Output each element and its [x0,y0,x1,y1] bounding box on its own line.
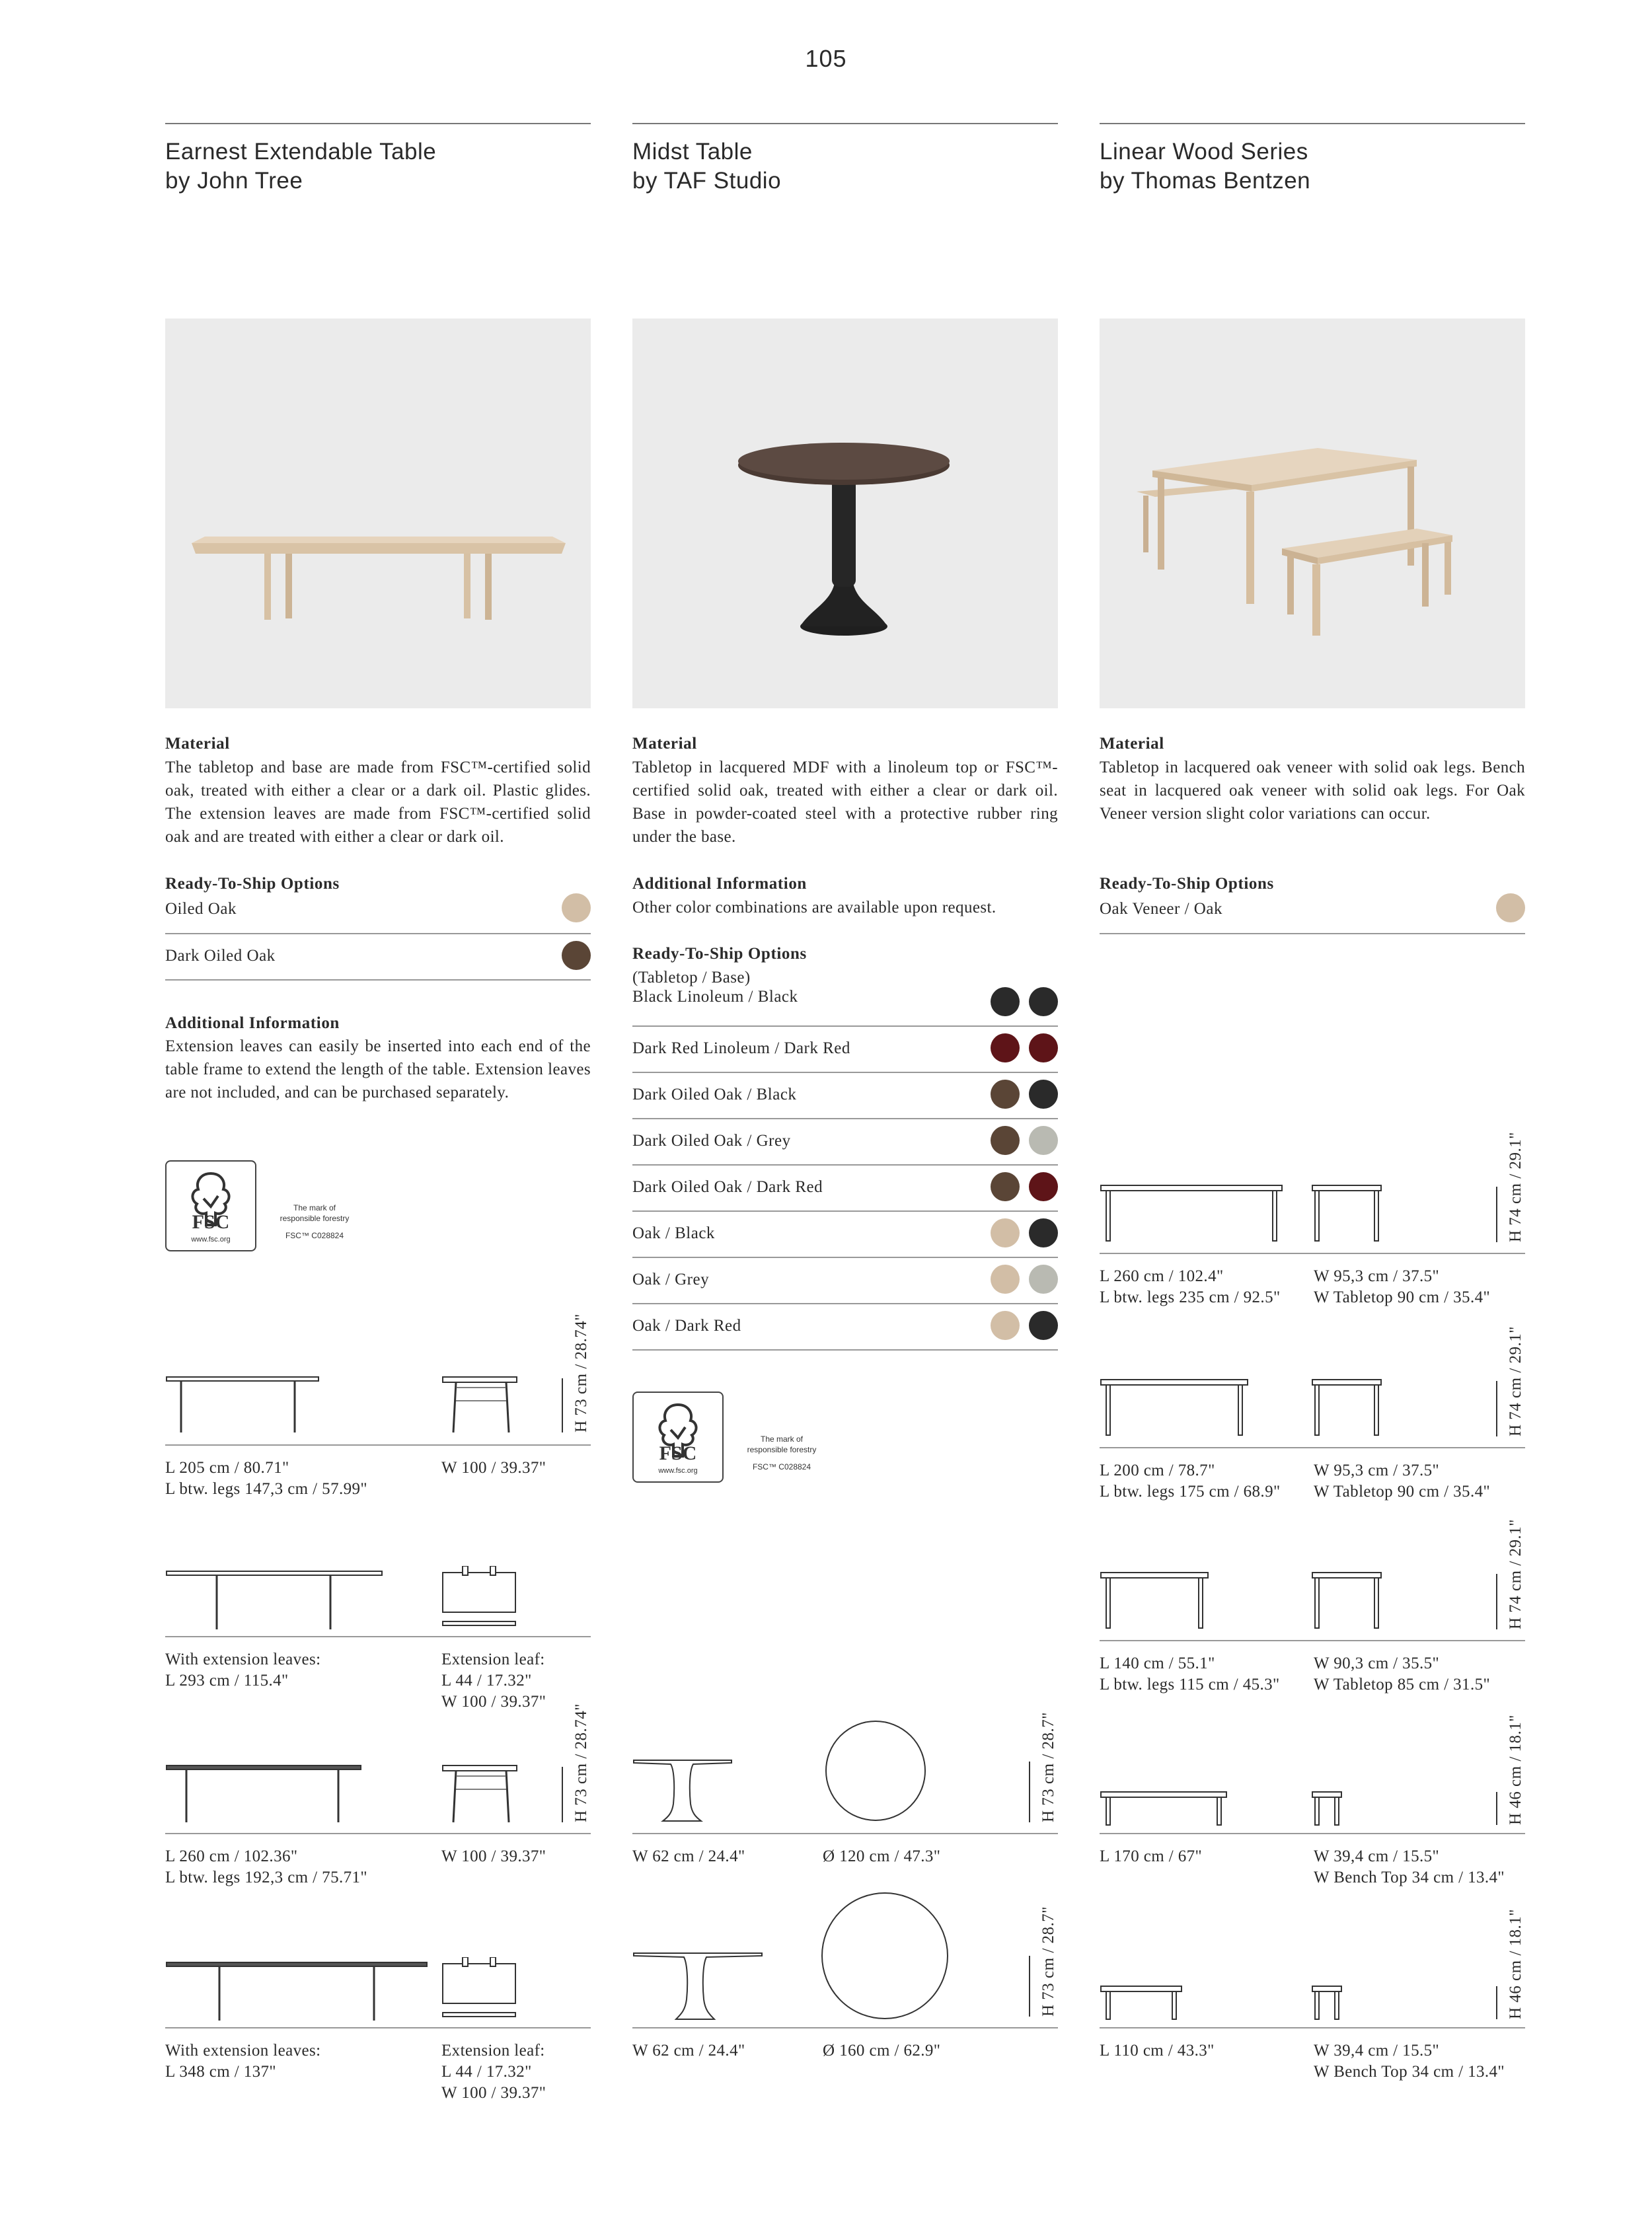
rts-subheading: (Tabletop / Base) [632,969,751,986]
fsc-logo [165,1160,256,1251]
dim-rule [1100,2027,1525,2028]
bench-side-drawing [1100,1984,1185,2021]
height-label: H 74 cm / 29.1" [1507,1326,1524,1436]
side-drawing [165,1763,363,1824]
title-rule [1100,123,1525,124]
extended-side-drawing [165,1957,430,2023]
option-label: Dark Red Linoleum / Dark Red [632,1039,850,1057]
product-designer: by John Tree [165,168,303,194]
fsc-mark-line1: The mark of [760,1434,804,1444]
dim-width: W 100 / 39.37" [441,1459,546,1477]
title-rule [632,123,1058,124]
material-text: Tabletop in lacquered oak veneer with solid oak legs. Bench seat in lacquered oak veneer with solid oak legs. For Oak Veneer version slight color variations can occur. [1100,759,1525,823]
option-label: Oak / Grey [632,1271,710,1288]
option-row [632,1072,1058,1119]
dim-width: W 100 / 39.37" [441,1847,546,1865]
dim-length: L 110 cm / 43.3" [1100,2042,1215,2060]
fsc-logo-text: FSC [192,1211,230,1233]
fsc-mark-text [716,1434,848,1455]
swatch-1-3-b [1029,1126,1058,1155]
end-drawing [1311,1570,1384,1629]
swatch-0-0 [562,893,591,922]
end-drawing [1311,1377,1384,1436]
bench-end-drawing [1311,1984,1344,2021]
option-row [632,1164,1058,1212]
side-drawing [1100,1377,1252,1436]
dim-rule [1100,1833,1525,1834]
dim-width: W 90,3 cm / 35.5" W Tabletop 85 cm / 31.5" [1314,1654,1491,1693]
column-linear-wood [1100,0,1525,2230]
product-title [165,137,436,196]
additional-text: Extension leaves can easily be inserted into each end of the table frame to extend the length of the table. Extension leaves are not included, and can be purchased separately. [165,1037,591,1101]
height-label: H 73 cm / 28.74" [572,1703,590,1822]
end-drawing [441,1374,521,1434]
option-row [632,1210,1058,1258]
height-marker [1496,1574,1497,1629]
dim-length: L 170 cm / 67" [1100,1847,1203,1865]
extension-leaf-drawing [441,1566,521,1632]
height-label: H 46 cm / 18.1" [1507,1715,1524,1825]
option-row [632,979,1058,1027]
bench-end-drawing [1311,1789,1344,1826]
option-label: Oak Veneer / Oak [1100,900,1222,918]
product-name: Linear Wood Series [1100,139,1308,165]
option-row [632,1257,1058,1304]
height-label: H 46 cm / 18.1" [1507,1909,1524,2019]
swatch-1-0-a [991,987,1020,1016]
dim-rule [165,2027,591,2028]
end-drawing [1311,1183,1384,1242]
dim-length: L 205 cm / 80.71" L btw. legs 147,3 cm / 57.99" [165,1459,368,1498]
option-label: Oak / Black [632,1224,715,1242]
product-designer: by Thomas Bentzen [1100,168,1311,194]
swatch-0-1 [562,941,591,970]
product-name: Earnest Extendable Table [165,139,437,165]
fsc-mark-text [248,1203,381,1224]
fsc-mark-line1: The mark of [293,1203,336,1212]
dim-length: L 200 cm / 78.7" L btw. legs 175 cm / 68.9" [1100,1462,1281,1501]
option-row [165,887,591,934]
height-marker [1496,1986,1497,2019]
dim-extended-length: With extension leaves: L 293 cm / 115.4" [165,1651,321,1690]
fsc-code: FSC™ C028824 [752,1462,811,1471]
column-midst-table [632,0,1058,2230]
option-row [632,1118,1058,1166]
material-text: Tabletop in lacquered MDF with a linoleum top or FSC™-certified solid oak, treated with either a clear or dark oil. Base in powder-coated steel with a protective rubber ring under the base. [632,759,1058,846]
height-label: H 74 cm / 29.1" [1507,1519,1524,1629]
dim-rule [632,2027,1058,2028]
page-number: 105 [805,45,847,72]
option-label: Black Linoleum / Black [632,988,798,1006]
material-text: The tabletop and base are made from FSC™-certified solid oak, treated with either a clear or a dark oil. Plastic glides. The extension leaves are made from FSC™-certified solid oak and are treated with either a clear or dark oil. [165,759,591,846]
height-marker [562,1767,563,1822]
material-heading: Material [165,735,230,753]
fsc-url: www.fsc.org [191,1236,231,1244]
extended-side-drawing [165,1566,383,1632]
product-title [1100,137,1310,196]
height-marker [1496,1187,1497,1242]
dim-width: W 95,3 cm / 37.5" W Tabletop 90 cm / 35.4" [1314,1462,1491,1501]
option-label: Dark Oiled Oak / Grey [632,1132,791,1150]
material-heading: Material [1100,735,1164,753]
rts-heading: Ready-To-Ship Options [165,875,340,893]
dim-rule [165,1444,591,1446]
option-label: Oak / Dark Red [632,1317,741,1335]
height-marker [1496,1792,1497,1825]
dim-rule [1100,1640,1525,1641]
fsc-mark-line2: responsible forestry [747,1445,817,1454]
dim-rule [1100,1447,1525,1448]
swatch-1-7-b [1029,1311,1058,1340]
height-label: H 73 cm / 28.7" [1039,1906,1057,2017]
product-designer: by TAF Studio [632,168,782,194]
option-row [632,1025,1058,1073]
additional-heading: Additional Information [165,1014,340,1032]
product-photo [165,318,591,708]
swatch-1-2-b [1029,1080,1058,1109]
fsc-logo [632,1392,724,1483]
product-photo [1100,318,1525,708]
bench-side-drawing [1100,1789,1232,1826]
end-drawing [441,1763,521,1824]
swatch-1-5-a [991,1218,1020,1247]
side-drawing [1100,1570,1212,1629]
top-view-circle [819,1890,951,2022]
swatch-1-6-a [991,1265,1020,1294]
swatch-1-7-a [991,1311,1020,1340]
dim-extended-length: With extension leaves: L 348 cm / 137" [165,2042,321,2081]
swatch-1-4-a [991,1172,1020,1201]
rts-heading: Ready-To-Ship Options [632,945,807,963]
swatch-2-0 [1496,893,1525,922]
rts-heading: Ready-To-Ship Options [1100,875,1274,893]
title-rule [165,123,591,124]
dim-rule [165,1636,591,1637]
option-label: Dark Oiled Oak [165,947,276,965]
swatch-1-0-b [1029,987,1058,1016]
dim-extension-leaf: Extension leaf: L 44 / 17.32" W 100 / 39.37" [441,2042,546,2102]
dim-rule [1100,1253,1525,1254]
dim-length: L 260 cm / 102.4" L btw. legs 235 cm / 92.5" [1100,1267,1281,1306]
fsc-url: www.fsc.org [658,1467,698,1475]
material-heading: Material [632,735,697,753]
dim-width: W 39,4 cm / 15.5" W Bench Top 34 cm / 13.4" [1314,1847,1505,1886]
swatch-1-2-a [991,1080,1020,1109]
side-drawing [165,1374,330,1434]
swatch-1-4-b [1029,1172,1058,1201]
product-title [632,137,781,196]
swatch-1-6-b [1029,1265,1058,1294]
option-label: Dark Oiled Oak / Dark Red [632,1178,823,1196]
height-marker [1029,1956,1030,2017]
swatch-1-5-b [1029,1218,1058,1247]
side-drawing [632,1949,771,2022]
extension-leaf-drawing [441,1957,521,2023]
height-marker [562,1378,563,1432]
dim-rule [165,1833,591,1834]
column-earnest-table [165,0,591,2230]
fsc-code: FSC™ C028824 [285,1231,344,1240]
product-photo [632,318,1058,708]
dim-length: L 140 cm / 55.1" L btw. legs 115 cm / 45.3" [1100,1654,1280,1693]
dim-length: L 260 cm / 102.36" L btw. legs 192,3 cm / 75.71" [165,1847,368,1886]
dim-width: W 62 cm / 24.4" [632,2042,745,2060]
dim-width: W 95,3 cm / 37.5" W Tabletop 90 cm / 35.4" [1314,1267,1491,1306]
side-drawing [1100,1183,1285,1242]
side-drawing [632,1758,745,1824]
option-row [1100,887,1525,934]
swatch-1-1-a [991,1033,1020,1062]
fsc-logo-text: FSC [659,1442,697,1464]
option-label: Dark Oiled Oak / Black [632,1086,797,1103]
additional-heading: Additional Information [632,875,807,893]
height-label: H 73 cm / 28.74" [572,1314,590,1432]
dim-diameter: Ø 120 cm / 47.3" [823,1847,941,1865]
height-label: H 74 cm / 29.1" [1507,1132,1524,1242]
swatch-1-1-b [1029,1033,1058,1062]
height-marker [1496,1381,1497,1436]
height-marker [1029,1762,1030,1822]
swatch-1-3-a [991,1126,1020,1155]
height-label: H 73 cm / 28.7" [1039,1712,1057,1822]
dim-diameter: Ø 160 cm / 62.9" [823,2042,941,2060]
option-row [632,1303,1058,1351]
option-label: Oiled Oak [165,900,237,918]
product-name: Midst Table [632,139,753,165]
option-row [165,933,591,981]
top-view-circle [823,1718,928,1824]
dim-rule [632,1833,1058,1834]
fsc-mark-line2: responsible forestry [280,1214,350,1223]
additional-text: Other color combinations are available upon request. [632,899,996,916]
dim-extension-leaf: Extension leaf: L 44 / 17.32" W 100 / 39.37" [441,1651,546,1711]
dim-width: W 62 cm / 24.4" [632,1847,745,1865]
dim-width: W 39,4 cm / 15.5" W Bench Top 34 cm / 13.4" [1314,2042,1505,2081]
